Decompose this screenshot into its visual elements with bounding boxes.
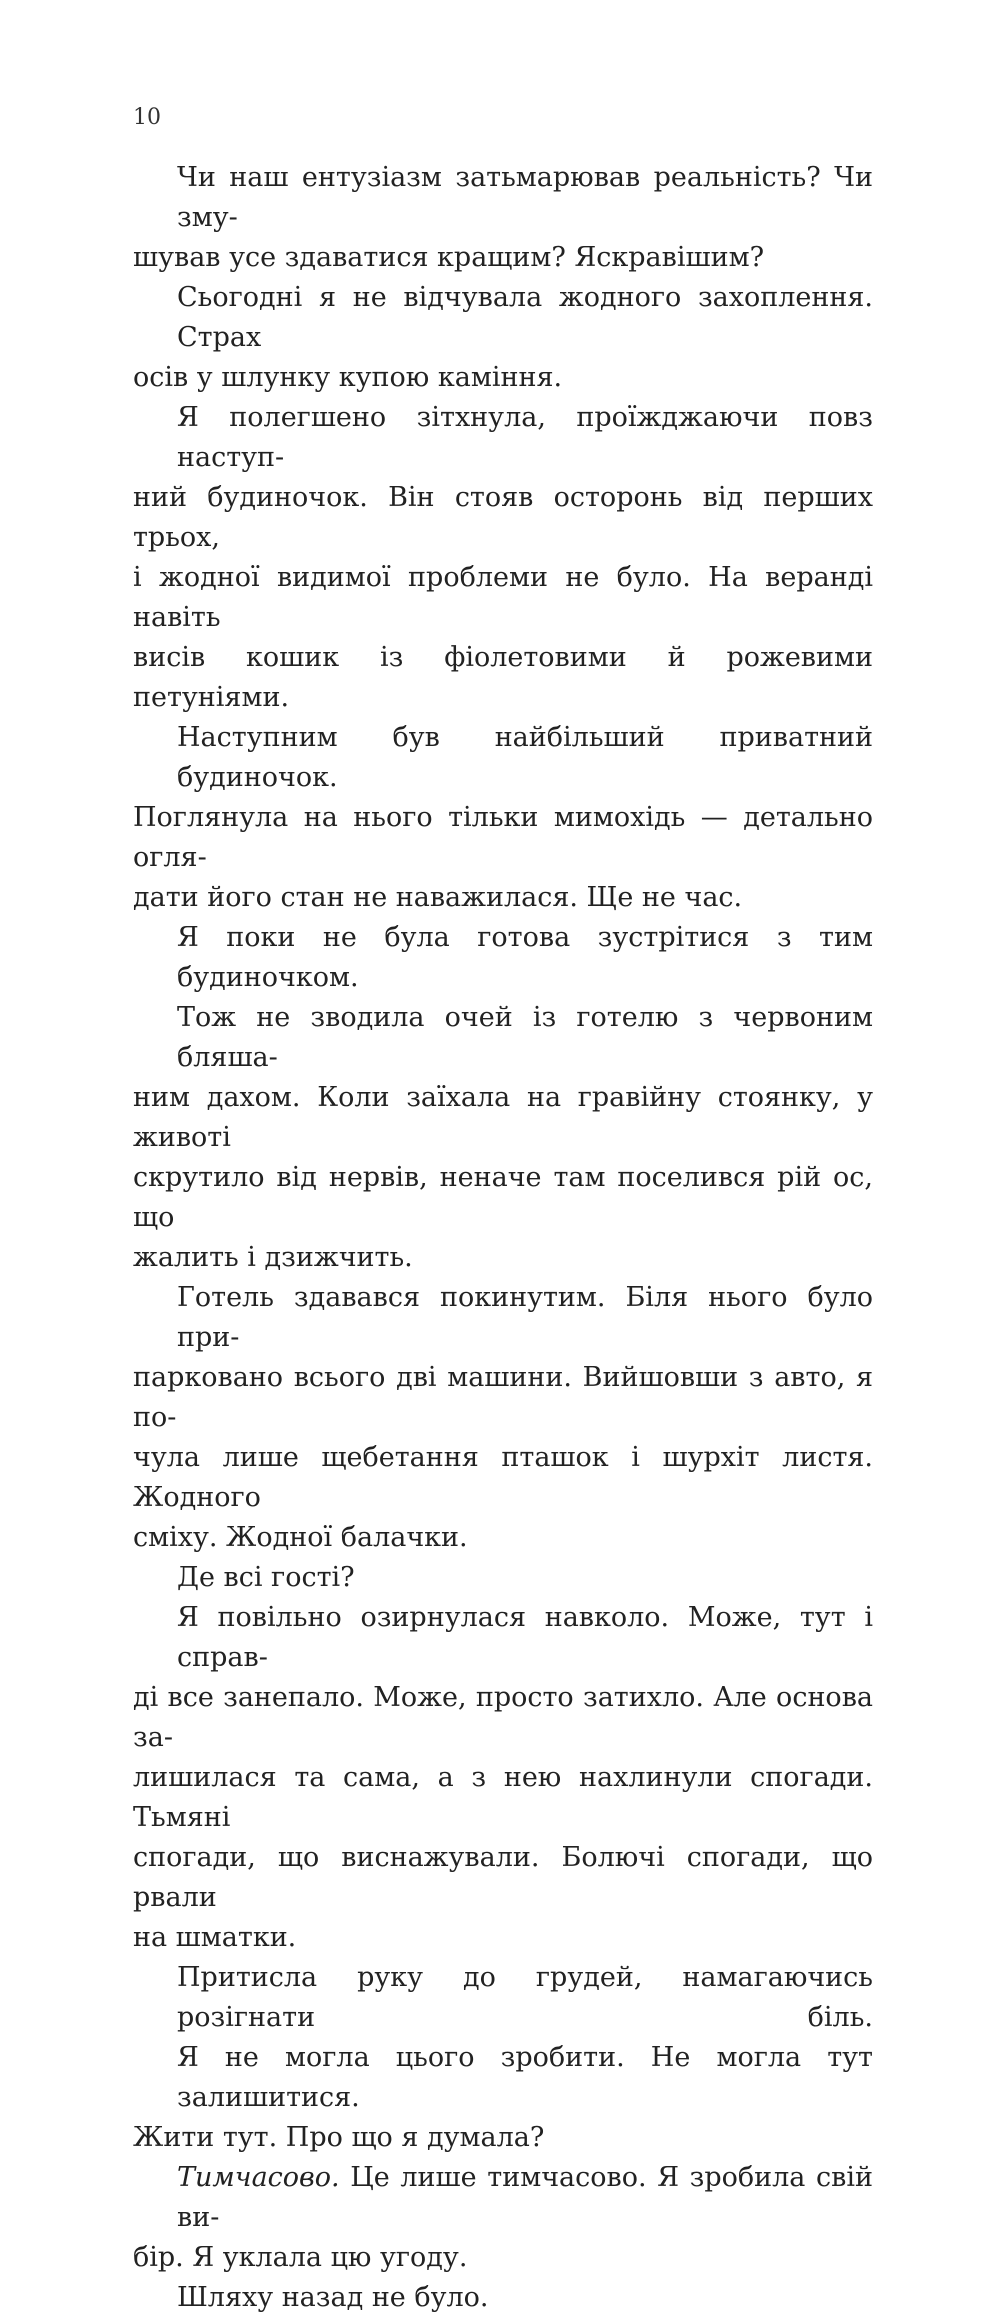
- text-line: бір. Я уклала цю угоду.: [133, 2242, 468, 2273]
- text-line: дати його стан не наважилася. Ще не час.: [133, 882, 743, 913]
- text-line: Наступним був найбільший приватний будиночок.: [177, 722, 873, 793]
- paragraph-9: [133, 1598, 873, 1958]
- text-line: Поглянула на нього тільки мимохідь — детально огля-: [133, 802, 873, 873]
- page-number: 10: [133, 105, 161, 130]
- text-line: Шляху назад не було.: [177, 2282, 489, 2313]
- text-line: Чи наш ентузіазм затьмарював реальність? Чи зму-: [177, 162, 873, 233]
- text-line: Сьогодні я не відчувала жодного захоплення. Страх: [177, 282, 873, 353]
- text-line: парковано всього дві машини. Вийшовши з авто, я по-: [133, 1362, 873, 1433]
- text-run: Це лише тимчасово. Я зробила свій ви-: [177, 2162, 873, 2233]
- text-line: скрутило від нервів, неначе там поселився рій ос, що: [133, 1162, 873, 1233]
- text-line: лишилася та сама, а з нею нахлинули спогади. Тьмяні: [133, 1762, 873, 1833]
- paragraph-8: [133, 1558, 873, 1598]
- body-text: [133, 158, 873, 2318]
- text-line: Жити тут. Про що я думала?: [133, 2122, 545, 2153]
- text-line: на шматки.: [133, 1922, 297, 1953]
- text-line: Я полегшено зітхнула, проїжджаючи повз наступ-: [177, 402, 873, 473]
- text-line: [133, 2158, 873, 2238]
- text-line: спогади, що виснажували. Болючі спогади, що рвали: [133, 1842, 873, 1913]
- text-line: Я поки не була готова зустрітися з тим будиночком.: [177, 922, 873, 993]
- text-line: Тож не зводила очей із готелю з червоним бляша-: [177, 1002, 873, 1073]
- text-line: Я повільно озирнулася навколо. Може, тут і справ-: [177, 1602, 873, 1673]
- paragraph-5: [133, 918, 873, 998]
- paragraph-6: [133, 998, 873, 1278]
- text-line: Де всі гості?: [177, 1562, 355, 1593]
- text-line: жалить і дзижчить.: [133, 1242, 413, 1273]
- text-line: Притисла руку до грудей, намагаючись розігнати біль.: [177, 1962, 873, 2033]
- text-line: Готель здавався покинутим. Біля нього було при-: [177, 1282, 873, 1353]
- text-line: сміху. Жодної балачки.: [133, 1522, 468, 1553]
- text-line: ним дахом. Коли заїхала на гравійну стоянку, у животі: [133, 1082, 873, 1153]
- paragraph-7: [133, 1278, 873, 1558]
- text-line: висів кошик із фіолетовими й рожевими петуніями.: [133, 642, 873, 713]
- paragraph-1: [133, 158, 873, 278]
- paragraph-4: [133, 718, 873, 918]
- text-line: чула лише щебетання пташок і шурхіт листя. Жодного: [133, 1442, 873, 1513]
- text-line: осів у шлунку купою каміння.: [133, 362, 563, 393]
- italic-word: Тимчасово.: [177, 2162, 340, 2193]
- paragraph-12: [133, 2158, 873, 2278]
- paragraph-13: [133, 2278, 873, 2318]
- paragraph-11: [133, 2038, 873, 2158]
- text-line: ді все занепало. Може, просто затихло. Але основа за-: [133, 1682, 873, 1753]
- text-line: Я не могла цього зробити. Не могла тут залишитися.: [177, 2042, 873, 2113]
- paragraph-2: [133, 278, 873, 398]
- paragraph-3: [133, 398, 873, 718]
- paragraph-10: [133, 1958, 873, 2038]
- text-line: шував усе здаватися кращим? Яскравішим?: [133, 242, 765, 273]
- text-line: ний будиночок. Він стояв осторонь від перших трьох,: [133, 482, 873, 553]
- text-line: і жодної видимої проблеми не було. На веранді навіть: [133, 562, 873, 633]
